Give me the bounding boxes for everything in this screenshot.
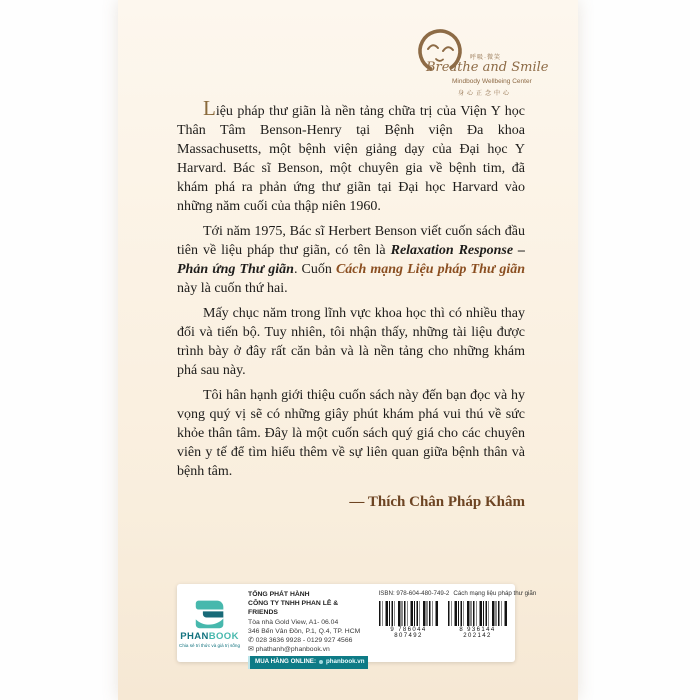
globe-icon xyxy=(319,660,323,664)
english-title: Relaxation Response – Phản ứng Thư giãn xyxy=(177,243,525,277)
paragraph-2-text-c: này là cuốn thứ hai. xyxy=(177,281,288,296)
address-line-1: Tòa nhà Gold View, A1- 06.04 xyxy=(248,618,339,626)
email-line xyxy=(248,645,367,654)
online-shop-bar xyxy=(248,656,367,668)
drop-cap: L xyxy=(203,96,216,120)
isbn-header xyxy=(379,590,537,597)
paragraph-3: Mấy chục năm trong lĩnh vực khoa học thì có nhiều thay đổi và tiến bộ. Tuy nhiên, tôi nhận thấy, những tài liệu được trình bày ở đây rất căn bản và là nền tảng cho những khám phá sau này. xyxy=(177,306,525,378)
paragraph-1-text: iệu pháp thư giãn là nền tảng chữa trị của Viện Y học Thân Tâm Benson-Henry tại Bệnh viện Đa khoa Massachusetts, một bệnh viện giảng dạy của Đại học Y Harvard. Bác sĩ Benson, một chuyên gia về bệnh tim, đã khám phá ra phản ứng thư giãn tại Đại học Harvard vào những năm cuối của thập niên 1960. xyxy=(177,104,525,214)
paragraph-4: Tôi hân hạnh giới thiệu cuốn sách này đến bạn đọc và hy vọng quý vị sẽ có những giây phút khám phá vui thú về sức khỏe thân tâm. Đây là một cuốn sách quý giá cho các chuyên viên y tế để tìm hiểu thêm về sự liên quan giữa bệnh thân và bệnh tâm. xyxy=(177,388,525,479)
barcodes xyxy=(379,601,537,639)
address-line-2: 346 Bến Vân Đồn, P.1, Q.4, TP. HCM xyxy=(248,627,361,635)
barcode-bars-icon xyxy=(379,601,439,626)
isbn-section xyxy=(372,584,543,662)
back-cover-text xyxy=(177,98,525,512)
barcode-isbn xyxy=(379,601,439,639)
paragraph-1 xyxy=(177,98,525,216)
barcode-isbn-number: 9 786044 807492 xyxy=(390,627,427,639)
isbn-book-title: Cách mạng liệu pháp thư giãn xyxy=(453,590,537,597)
company-name: CÔNG TY TNHH PHAN LÊ & FRIENDS xyxy=(248,600,339,617)
distribution-heading: TỔNG PHÁT HÀNH xyxy=(248,591,310,598)
wordmark-phan: PHAN xyxy=(180,631,209,642)
email-icon: ✉ xyxy=(248,646,254,654)
paragraph-2-text: Tới năm 1975, Bác sĩ Herbert Benson viết cuốn sách đầu tiên về liệu pháp thư giãn, có tên là xyxy=(177,224,525,258)
author-signature: — Thích Chân Pháp Khâm xyxy=(349,494,525,510)
shop-website: phanbook.vn xyxy=(326,658,365,666)
book-back-cover xyxy=(118,0,578,700)
breathe-and-smile-seal xyxy=(410,22,570,104)
seal-chinese-top: 呼吸·微笑 xyxy=(470,55,501,61)
phanbook-logo xyxy=(177,584,242,662)
shop-label: MUA HÀNG ONLINE: xyxy=(255,658,316,666)
phanbook-mark-icon xyxy=(192,598,228,630)
phone-line xyxy=(248,636,367,645)
wordmark-book: BOOK xyxy=(208,631,239,642)
email-address: phathanh@phanbook.vn xyxy=(255,646,330,654)
phanbook-tagline: Chia sẻ tri thức và giá trị sống xyxy=(179,643,241,648)
barcode-ean xyxy=(448,601,508,639)
vietnamese-title: Cách mạng Liệu pháp Thư giãn xyxy=(335,262,525,277)
barcode-bars-icon xyxy=(448,601,508,626)
seal-chinese-bottom: 身心正念中心 xyxy=(458,91,513,97)
paragraph-2-text-b: . Cuốn xyxy=(293,262,336,277)
publisher-strip xyxy=(177,584,537,666)
seal-center-name: Mindbody Wellbeing Center xyxy=(452,78,532,85)
paragraph-2 xyxy=(177,222,525,298)
seal-script-text: Breathe and Smile xyxy=(426,60,549,75)
phone-icon: ✆ xyxy=(248,636,254,644)
isbn-number: ISBN: 978-604-480-749-2 xyxy=(378,590,450,597)
barcode-ean-number: 8 936144 202142 xyxy=(459,627,496,639)
phone-numbers: 028 3636 9928 - 0129 927 4566 xyxy=(255,636,353,644)
distributor-info xyxy=(242,584,371,666)
phanbook-wordmark xyxy=(180,631,239,642)
